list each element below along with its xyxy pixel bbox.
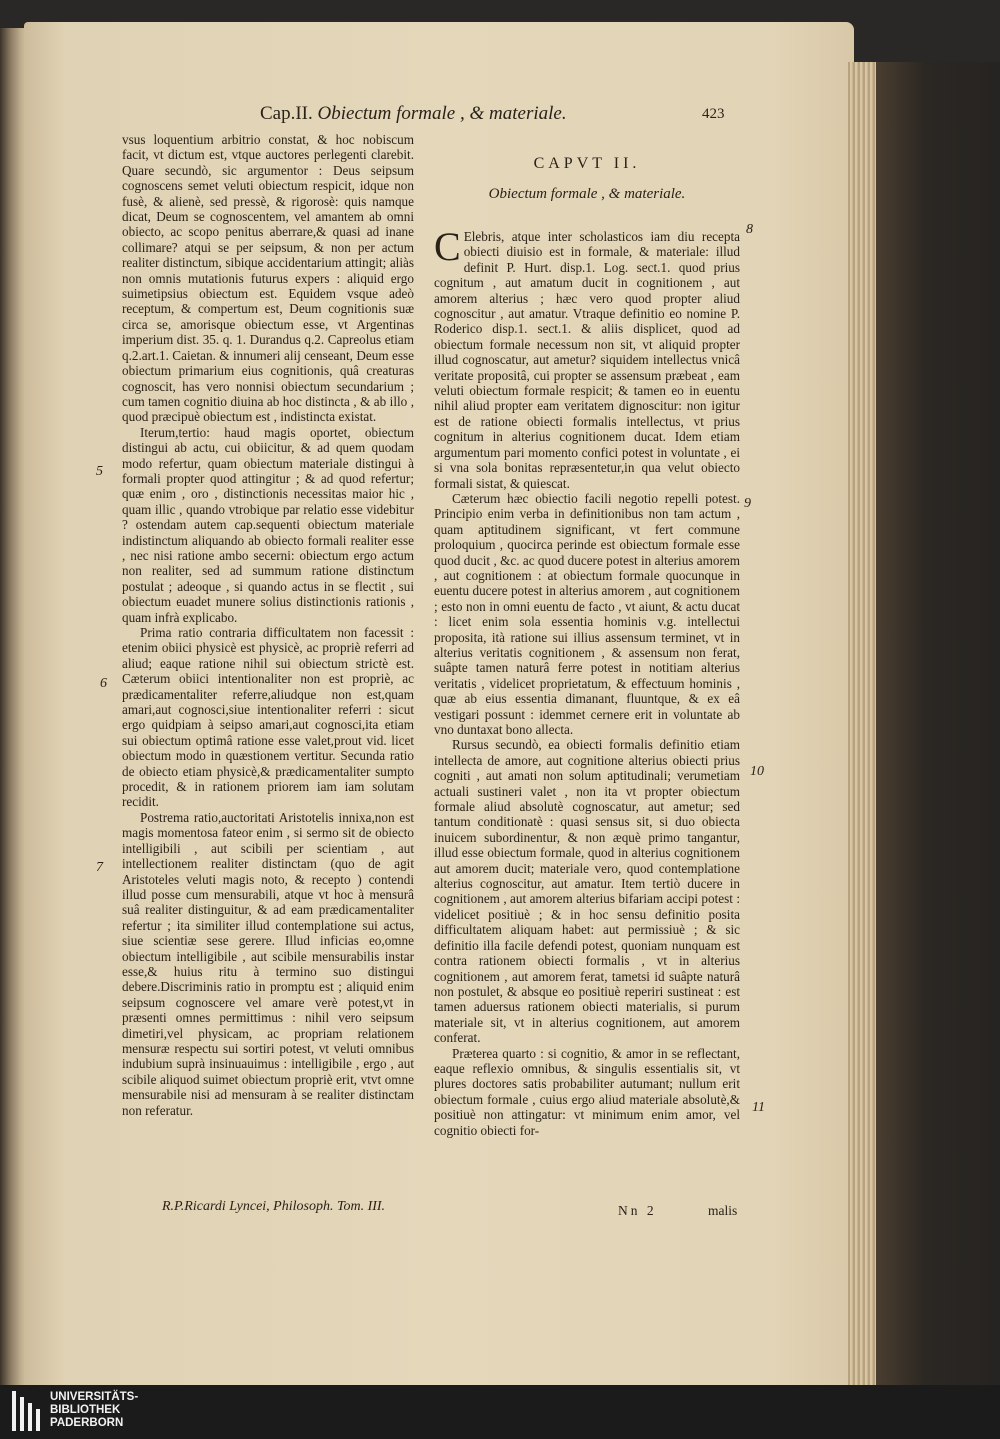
catchword: malis	[708, 1203, 738, 1218]
margin-number: 11	[752, 1100, 765, 1115]
paragraph: vsus loquentium arbitrio constat, & hoc nobiscum facit, vt dictum est, vtque auctores perlegenti clarebit. Quare secundò, sic argumentor : Deus seipsum cognoscens semet veluti obiectum respicit, idque non fusè, & alienè, sed pressè, & rigorosè: quis namque dicat, Deum se cognoscentem, vel amantem ab omni obiecto, ac scopo penitus aberrare,& quasi ad inane collimare? atqui se per seipsum, & non per actum realiter distinctum, sibique accidentarium attingit; aliàs non omnis mutationis futurus expers : aliquid ergo suimetipsius obiectum est. Equidem vsque adeò receptum, & compertum est, Deum cognitionis suæ circa se, amorisque obiectum esse, vt Argentinas imperium dist. 35. q. 1. Durandus q.2. Capreolus etiam q.2.art.1. Caietan. & innumeri alij censeant, Deum esse obiectum primarium eius cognitionis, quâ creaturas cognoscit, has vero nonnisi obiectum secundarium ; cum tamen cognitio diuina ab hoc distincta , & ab illo , quod præcipuè obiectum est , indistincta existat.	[122, 132, 414, 425]
library-name	[50, 1391, 138, 1430]
right-column	[434, 224, 740, 1138]
paragraph: Elebris, atque inter scholasticos iam diu recepta obiecti diuisio est in formale, & materiale: illud definit P. Hurt. disp.1. Log. sect.1. quod prius cognitum , aut amatum ducit in cognitionem , aut amorem alterius ; hæc vero quod propter aliud cognoscitur , aut amatur. Vtraque definitio eo nomine P. Roderico disp.1. sect.1. & aliis displicet, quod ad obiectum formale necessum non sit, vt aliquid propter illud cognoscatur, aut ametur? siquidem intellectus vnicâ veritate propositâ, cui propter se assensum præbeat , eam veluti obiectum formale respicit; & tamen eo in euentu nihil aliud propter eam veritatem dignoscitur: non igitur est de ratione obiecti formalis intellectus, vt prius cognitum in alterius cognitionem ducat. Idem etiam argumentum pari momento confici potest in voluntate , ei si vna sola bonitas repræsentetur,in qua velut obiecto formali sistat, & quiescat.	[434, 229, 740, 491]
margin-number: 6	[100, 676, 107, 691]
margin-number: 7	[96, 860, 103, 875]
running-head	[260, 103, 567, 125]
library-name-line: BIBLIOTHEK	[50, 1404, 121, 1416]
book-shadow	[876, 62, 1000, 1385]
page-number: 423	[702, 106, 725, 122]
section-title: Obiectum formale , & materiale.	[488, 186, 686, 202]
margin-number: 10	[750, 764, 764, 779]
drop-cap: C	[434, 224, 461, 269]
margin-number: 5	[96, 464, 103, 479]
margin-number: 8	[746, 222, 753, 237]
book-fore-edge	[848, 62, 876, 1385]
margin-number: 9	[744, 496, 751, 511]
paragraph: Prima ratio contraria difficultatem non facessit : etenim obiici physicè est physicè, ac propriè referri ad aliud; eaque ratione nihil sui obiectum strictè est. Cæterum obiici intentionaliter non est propriè, ac prædicamentaliter referre,aliudque non est,quam amari,aut cognosci,siue intentionaliter referri : sicut ergo quidpiam à seipso amari,aut cognosci,ita etiam sui obiectum optimâ ratione esse valet,prout vid. licet obiectum modo in quæstionem vertitur. Secunda ratio de obiecto etiam physicè,& prædicamentaliter sumpto procedit, & in rationem priorem iam iam solutam recidit.	[122, 625, 414, 810]
running-head-prefix: Cap.II.	[260, 103, 313, 124]
signature-mark: Nn 2	[618, 1203, 657, 1218]
library-name-line: UNIVERSITÄTS-	[50, 1391, 139, 1403]
left-column	[122, 132, 414, 1118]
paragraph: Rursus secundò, ea obiecti formalis definitio etiam intellecta de amore, aut cognitione alterius obiecti prius cogniti , aut amati non solum aptitudinali; verumetiam actuali sustineri valet , non ita vt propter obiectum formale aliud absolutè cognoscatur, aut ametur; sed tantum conditionatè : quasi sensus sit, si duo obiecta inuicem subordinentur, & non æquè primo tangantur, illud esse obiectum formale, quod in alterius cognitionem aut amorem ducit; materiale vero, quod contemplatione alterius cognoscitur, aut amatur. Item tertiò ducere in cognitionem , aut amorem alterius bifariam accipi potest : videlicet positiuè ; & in hoc sensu definitio posita difficultatem aliquam habet: aut permissiuè ; & sic definitio illa facile defendi potest, quoniam nunquam est contra rationem obiecti formalis , vt in alterius cognitionem , aut amorem ferat, tametsi id suâpte naturâ non postulet, & absque eo positiuè reperiri sustineat : est tamen aduersus rationem obiecti materialis, si purum materiale sit, vt in alterius cognitionem, aut amorem conferat.	[434, 737, 740, 1046]
library-bar	[0, 1385, 1000, 1439]
paragraph: Cæterum hæc obiectio facili negotio repelli potest. Principio enim verba in definitionibus non tam actum , quam aptitudinem significant, vt fert commune proloquium , quocirca perinde est obiectum formale esse quod ducit , &c. ac quod ducere potest in alterius amorem , aut cognitionem : at obiectum formale quocunque in euentu ducere potest in alterius amorem , aut cognitionem ; esto non in omni euentu de facto , vt aiunt, & actu ducat : licet enim sola essentia hominis v.g. intellectui proposita, ità ratione sui illius assensum terminet, vt in alterius veritatis cognitionem , & assensum non ferat, suâpte tamen naturâ ferre potest in notitiam alterius veritatis , videlicet proprietatum, & effectuum hominis , quæ ab eius essentia dimanant, fluuntque, & ex eâ vestigari possunt : idemmet cernere erit in voluntate ab vno duntaxat bono allecta.	[434, 490, 740, 737]
chapter-heading: CAPVT II.	[533, 155, 641, 172]
running-head-title: Obiectum formale , & materiale.	[317, 103, 567, 124]
footer-book-title: R.P.Ricardi Lyncei, Philosoph. Tom. III.	[162, 1199, 386, 1214]
paragraph: Præterea quarto : si cognitio, & amor in se reflectant, eaque reflexio omnibus, & singulis essentialis sit, vt plures doctores satis probabiliter autumant; nullum erit obiectum formale , cuius ergo aliud materiale absolutè,& positiuè non attingatur: vt minimum enim amor, vel cognitio obiecti for-	[434, 1045, 740, 1138]
library-logo-icon	[12, 1391, 44, 1431]
left-page-edge	[0, 28, 26, 1385]
library-name-line: PADERBORN	[50, 1417, 124, 1429]
paragraph: Iterum,tertio: haud magis oportet, obiectum distingui ab actu, cui obiicitur, & ad quem quodam modo refertur, quam obiectum materiale distingui à formali propter quod attingitur ; & ad quod refertur; quæ enim , oro , distinctionis necessitas maior hic , quam illic , quando vtrobique par relatio esse videbitur ? ostendam autem cap.sequenti obiectum materiale indistinctum aliquando ab obiecto formali realiter esse , nec nisi ratione ambo secerni: obiectum ergo actum non realiter, sed ad summum ratione distinctum postulat ; adeoque , si quando actus in se flectit , sui obiectum euadet munere solius distinctionis rationis , quam infrà explicabo.	[122, 424, 414, 625]
paragraph: Postrema ratio,auctoritati Aristotelis innixa,non est magis momentosa fateor enim , si sermo sit de obiecto intelligibili , aut scibili per scientiam , aut intellectionem realiter distinctam (quo de agit Aristoteles veluti magis noto, & recepto ) contendi illud posse cum mensurabili, atque vt hoc à mensurâ suâ realiter distinguitur, & ad eam prædicamentaliter refertur ; ita similiter illud contemplatione sui actus, siue scientiæ sese gerere. Illud inficias eo,omne obiectum intelligibile , aut scibile mensurabilis instar esse,& huius ritu à termino suo distingui debere.Discriminis ratio in promptu est ; aliquid enim seipsum cognoscere vel amare verè potest,vt in præsenti omnes permittimus : nihil vero seipsum dimetiri,vel physicam, ac propriam relationem mensuræ respectu sui sortiri potest, vt veluti omnibus indubium suprà insinuauimus : intelligibile , ergo , aut scibile aliquod suimet obiectum propriè erit, vtvt omne mensurabile nisi ad mensuram à se realiter distinctam non referatur.	[122, 809, 414, 1118]
